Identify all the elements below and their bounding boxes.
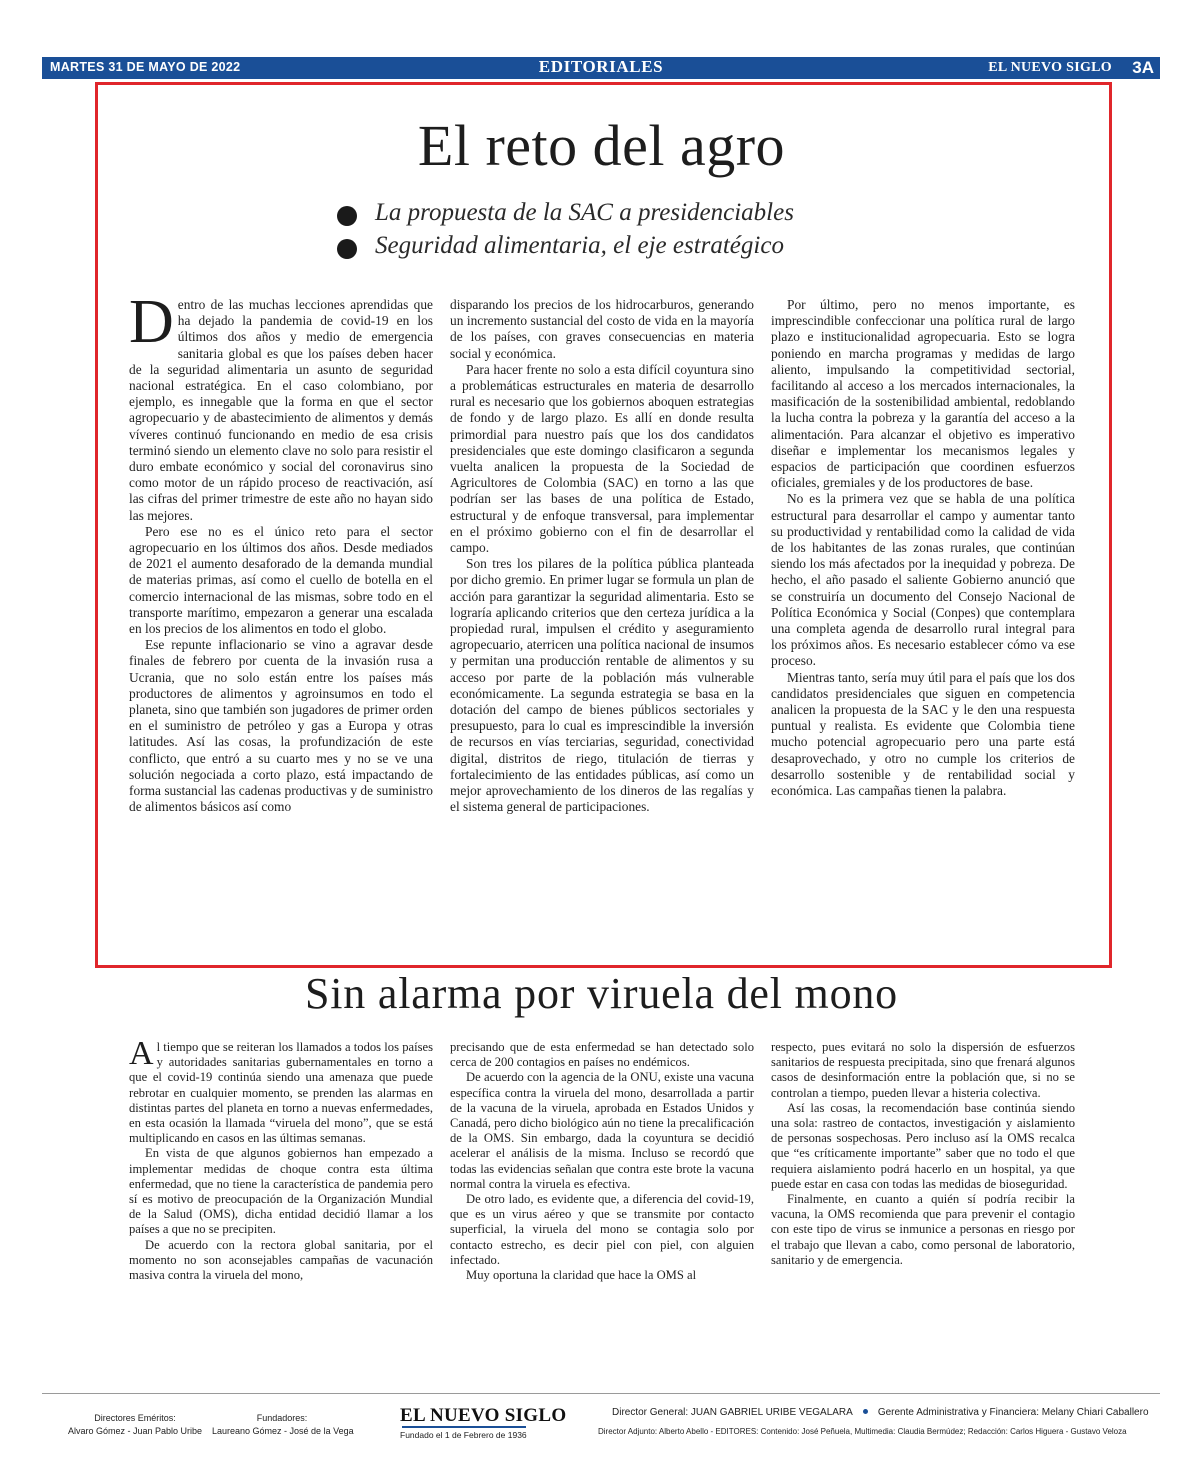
subhead-text: Seguridad alimentaria, el eje estratégico	[375, 232, 784, 259]
paragraph: Finalmente, en cuanto a quién sí podría recibir la vacuna, la OMS recomienda que para prevenir el contagio con este tipo de virus se inmunice a personas en riesgo por el trabajo que llevan a cabo, como personal de laboratorio, sanitario y de emergencia.	[771, 1192, 1075, 1267]
paragraph: En vista de que algunos gobiernos han empezado a implementar medidas de choque contra esta última enfermedad, que no tiene la característica de pandemia pero sí es motivo de preocupación de la Organización Mundial de la Salud (OMS), dicha entidad decidió llamar a los países a que no se precipiten.	[129, 1146, 433, 1237]
subhead	[337, 199, 957, 232]
paragraph: De acuerdo con la agencia de la ONU, existe una vacuna específica contra la viruela del mono, desarrollada a partir de la vacuna de la viruela, aprobada en Estados Unidos y Canadá, pero dicho biológico aún no tiene la precalificación de la OMS. Sin embargo, dada la coyuntura se decidió acelerar el análisis de la misma. Incluso se recordó que todas las evidencias señalan que contra este brote la vacuna normal contra la viruela es efectiva.	[450, 1070, 754, 1191]
text-column-2	[450, 297, 754, 816]
staff-line-2: Director Adjunto: Alberto Abello - EDITORES: Contenido: José Peñuela, Multimedia: Claudia Bermúdez; Redacción: Carlos Higuera - Gustavo Veloza	[598, 1427, 1127, 1436]
bullet-icon	[337, 206, 357, 226]
masthead-bar	[42, 57, 1160, 79]
paragraph	[129, 1035, 433, 1146]
footer-divider	[42, 1393, 1160, 1394]
paragraph: disparando los precios de los hidrocarburos, generando un incremento sustancial del costo de vida en la mayoría de los países, con graves consecuencias en materia social y económica.	[450, 297, 754, 361]
directores-names: Alvaro Gómez - Juan Pablo Uribe	[67, 1426, 203, 1436]
masthead-section: EDITORIALES	[538, 57, 664, 76]
subhead-text: La propuesta de la SAC a presidenciables	[375, 199, 794, 226]
paragraph: Por último, pero no menos importante, es imprescindible confeccionar una política rural de largo plazo e institucionalidad agropecuaria. Esto se logra poniendo en marcha programas y medidas de largo aliento, impulsando la competitividad sectorial, facilitando al acceso a los mercados internacionales, la masificación de la sostenibilidad ambiental, redoblando la lucha contra la pobreza y la garantía del acceso a la alimentación. Para alcanzar el objetivo es imperativo diseñar e implementar los mecanismos legales y espacios de participación que coordinen esfuerzos oficiales, gremiales y de los productores de base.	[771, 297, 1075, 491]
paragraph: respecto, pues evitará no solo la dispersión de esfuerzos sanitarios de respuesta precipitada, sino que frenará algunos casos de desinformación entre la población que, si no se controlan a tiempo, pueden llevar a histeria colectiva.	[771, 1040, 1075, 1100]
paragraph: Son tres los pilares de la política pública planteada por dicho gremio. En primer lugar se formula un plan de acción para garantizar la seguridad alimentaria. Esto se lograría aplicando criterios que den certeza jurídica a la propiedad rural, impulsen el crédito y aseguramiento agropecuario, aterricen una política nacional de insumos y permitan una producción rentable de alimentos y su acceso por parte de la población más vulnerable económicamente. La segunda estrategia se basa en la dotación del campo de bienes públicos sectoriales y presupuesto, para lo cual es imprescindible la inversión de recursos en vías terciarias, seguridad, conectividad digital, distritos de riego, titulación de tierras y fortalecimiento de las entidades públicas, así como un mejor aprovechamiento de los dineros de las regalías y el sistema general de participaciones.	[450, 556, 754, 815]
text-column-3	[771, 1040, 1075, 1268]
fundadores-label: Fundadores:	[256, 1413, 308, 1423]
text-column-2	[450, 1040, 754, 1283]
editorial-title-2: Sin alarma por viruela del mono	[305, 969, 898, 1018]
masthead-page-number: 3A	[1132, 58, 1154, 77]
founded-date: Fundado el 1 de Febrero de 1936	[400, 1430, 527, 1440]
separator-dot-icon	[863, 1409, 868, 1414]
masthead-date: MARTES 31 DE MAYO DE 2022	[50, 60, 241, 74]
drop-cap: A	[129, 1035, 154, 1072]
bullet-icon	[337, 239, 357, 259]
paragraph-text: l tiempo que se reiteran los llamados a todos los países y autoridades sanitarias gubernamentales en torno a que el covid-19 continúa siendo una amenaza que puede rebrotar en cualquier momento, se prenden las alarmas en distintas partes del planeta en torno a nuevas enfermedades, en esta ocasión la llamada “viruela del mono”, que se está multiplicando en casos en las últimas semanas.	[129, 1040, 433, 1146]
text-column-3	[771, 297, 1075, 799]
paragraph: De otro lado, es evidente que, a diferencia del covid-19, que es un virus aéreo y que se transmite por contacto superficial, la viruela del mono se contagia solo por contacto estrecho, es decir piel con piel, con alguien infectado.	[450, 1192, 754, 1267]
paragraph: De acuerdo con la rectora global sanitaria, por el momento no son aconsejables campañas de vacunación masiva contra la viruela del mono,	[129, 1237, 433, 1283]
paragraph: Mientras tanto, sería muy útil para el país que los dos candidatos presidenciales que siguen en competencia analicen la propuesta de la SAC y le den una respuesta puntual y realista. Es evidente que Colombia tiene mucho potencial agropecuario pero una parte está desaprovechado, y otro no cumple los criterios de desarrollo sostenible y de rentabilidad social y económica. Las campañas tienen la palabra.	[771, 669, 1075, 799]
editorial-subheads	[337, 199, 957, 265]
paragraph: Pero ese no es el único reto para el sector agropecuario en los últimos dos años. Desde mediados de 2021 el aumento desaforado de la demanda mundial de materias primas, así como el cuello de botella en el comercio internacional de las mismas, sobre todo en el transporte marítimo, empezaron a generar una escalada en los precios de los alimentos en todo el globo.	[129, 523, 433, 637]
drop-cap: D	[129, 288, 174, 356]
paragraph: Muy oportuna la claridad que hace la OMS al	[466, 1268, 697, 1283]
paragraph: precisando que de esta enfermedad se han detectado solo cerca de 200 contagios en países no endémicos.	[450, 1040, 754, 1070]
masthead-paper-name: EL NUEVO SIGLO	[988, 60, 1112, 75]
text-column-1	[129, 1035, 433, 1283]
fundadores-names: Laureano Gómez - José de la Vega	[212, 1426, 354, 1436]
directores-label: Directores Eméritos:	[94, 1413, 176, 1423]
footer-logo: EL NUEVO SIGLO	[400, 1405, 567, 1426]
director-general: Director General: JUAN GABRIEL URIBE VEGALARA	[612, 1407, 853, 1418]
paragraph: Así las cosas, la recomendación base continúa siendo una sola: rastreo de contactos, investigación y aislamiento de personas sospechosas. Pero incluso así la OMS recalca que “es críticamente importante” saber que no todo el que requiera aislamiento podrá hacerlo en un hospital, ya que puede estar en casa con todas las medidas de bioseguridad.	[771, 1100, 1075, 1191]
paragraph: No es la primera vez que se habla de una política estructural para desarrollar el campo y aumentar tanto su productividad y rentabilidad como la calidad de vida de los habitantes de las zonas rurales, que continúan siendo los más afectados por la inequidad y pobreza. De hecho, el año pasado el saliente Gobierno anunció que se construiría un documento del Consejo Nacional de Política Económica y Social (Conpes) que contemplara una completa agenda de desarrollo rural integral para los próximos años. Es necesario establecer cómo va ese proceso.	[771, 491, 1075, 669]
paragraph: Para hacer frente no solo a esta difícil coyuntura sino a problemáticas estructurales en materia de desarrollo rural es necesario que los gobiernos aboquen estrategias de fondo y de largo plazo. Es allí en donde resulta primordial para nuestro país que los dos candidatos presidenciales que este domingo clasificaron a segunda vuelta analicen la propuesta de la Sociedad de Agricultores de Colombia (SAC) en torno a las que podrían ser las bases de una política de Estado, estructural y de enfoque transversal, para implementar en el próximo gobierno con el fin de desarrollar el campo.	[450, 361, 754, 556]
logo-underline	[402, 1426, 526, 1428]
subhead	[337, 232, 957, 265]
gerente: Gerente Administrativa y Financiera: Melany Chiari Caballero	[877, 1407, 1149, 1418]
paragraph-text: entro de las muchas lecciones aprendidas que ha dejado la pandemia de covid-19 en los últimos dos años y medio de emergencia sanitaria global es que los países deben hacer de la seguridad alimentaria un asunto de seguridad nacional estratégica. En el caso colombiano, por ejemplo, es innegable que la forma en que el sector agropecuario y de abastecimiento de alimentos y demás víveres continuó funcionando en medio de esa crisis terminó siendo un elemento clave no solo para resistir el duro embate económico y social del coronavirus sino como motor de un rápido proceso de reactivación, así las cifras del primer trimestre de este año no hayan sido las mejores.	[129, 297, 433, 523]
editorial-title: El reto del agro	[417, 113, 786, 178]
text-column-1	[129, 288, 433, 816]
paragraph: Ese repunte inflacionario se vino a agravar desde finales de febrero por cuenta de la invasión rusa a Ucrania, que no solo están entre los países más productores de alimentos y agroinsumos en todo el planeta, sino que también son jugadores de primer orden en el suministro de petróleo y gas a Europa y otras latitudes. Así las cosas, la profundización de este conflicto, que entró a su cuarto mes y no se ve una solución negociada a corto plazo, está impactando de forma sustancial las cadenas productivas y de suministro de alimentos básicos así como	[129, 637, 433, 815]
paragraph	[129, 288, 433, 524]
staff-line-1	[612, 1407, 1149, 1418]
